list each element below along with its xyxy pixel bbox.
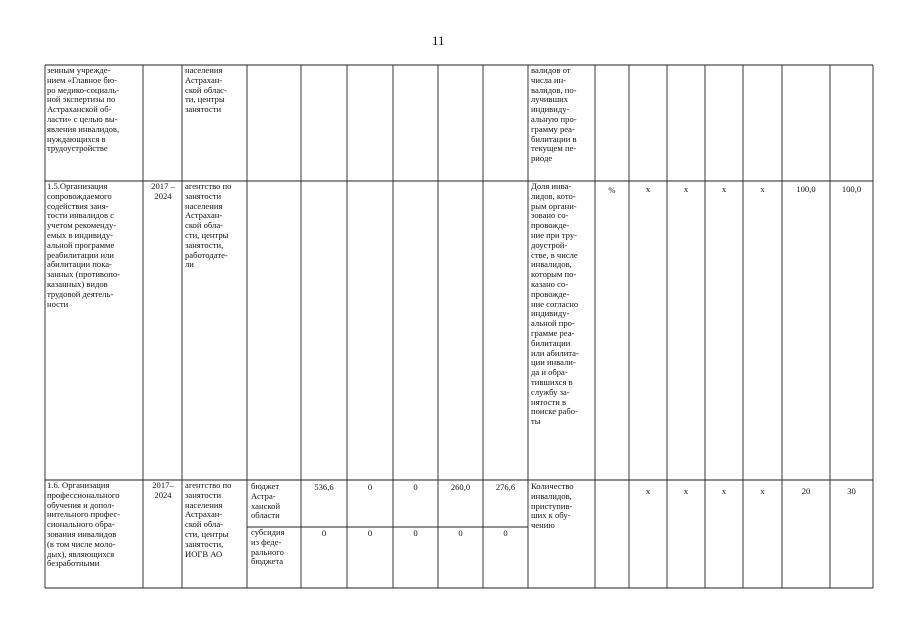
- row-1-5-period-cell: 2017 – 2024: [151, 182, 175, 201]
- row-1-5-value: 100,0: [841, 184, 862, 194]
- row-1-5-value: x: [760, 184, 765, 194]
- row-1-6-value: x: [721, 486, 727, 496]
- regional-amount: 276,6: [495, 482, 516, 492]
- federal-amount: 0: [321, 528, 327, 538]
- row-1-6-value: x: [645, 486, 651, 496]
- row-1-5-unit: %: [608, 185, 616, 195]
- row-1-6-value: x: [760, 486, 765, 496]
- row-1-6-source-federal: субсидия из феде- рального бюджета: [251, 528, 285, 567]
- row-1-6-activity-cell: 1.6. Организация профессионального обучения и допол- нительного профес- сионального обра- зования инвалидов (в том числе моло- дых), являющихся безработными: [47, 481, 121, 569]
- row-1-6-executor-cell: агентство по занятости населения Астрахан- ской обла- сти, центры занятости, ИОГВ АО: [185, 481, 232, 559]
- row-1-6-indicator-cell: Количество инвалидов, приступив- ших к обу- чению: [531, 482, 574, 531]
- federal-amount: 0: [367, 528, 373, 538]
- row-1-5-value: x: [683, 184, 689, 194]
- row-1-6-source-regional: бюджет Астра- ханской области: [251, 482, 281, 521]
- cont-executor-cell: населения Астрахан- ской облас- ти, центры занятости: [185, 66, 227, 115]
- cont-indicator-cell: валидов от числа ин- валидов, по- лучивших индивиду- альную про- грамму реа- билитации в текущем пе- риоде: [531, 66, 577, 164]
- row-1-5-indicator-cell: Доля инва- лидов, кото- рым органи- зовано со- провожде- ние при тру- доустрой- стве, в числе инвалидов, которым по- казано со- провожде- ние согласно индивиду- альной про- грамме реа- билитации или абилита- ции инвали- да и обра- тившихся в службу за- нятости в поиске рабо- ты: [531, 182, 579, 427]
- row-1-5-activity-cell: 1.5.Организация сопровождаемого содействия заня- тости инвалидов с учетом рекоменду- емых в индивиду- альной программе реабилитации или абилитации пока- занных (противопо- казанных) видов трудовой деятель- ности: [47, 182, 120, 309]
- row-1-5-value: 100,0: [796, 184, 816, 194]
- row-1-6-value: 30: [847, 486, 856, 496]
- page-number: 11: [432, 33, 445, 48]
- row-1-6-period-cell: 2017– 2024: [152, 481, 174, 500]
- row-1-5-value: x: [721, 184, 727, 194]
- cont-activity-cell: зенным учрежде- нием «Главное бю- ро медико-социаль- ной экспертизы по Астраханской об- ласти» с целью вы- явления инвалидов, нуждающихся в трудоустройстве: [47, 66, 120, 154]
- regional-amount: 536,6: [314, 482, 334, 492]
- row-1-6-value: 20: [801, 486, 811, 496]
- regional-amount: 260,0: [450, 482, 471, 492]
- federal-amount: 0: [413, 528, 418, 538]
- federal-amount: 0: [458, 528, 463, 538]
- row-1-5-value: x: [645, 184, 651, 194]
- row-1-6-value: x: [683, 486, 689, 496]
- federal-amount: 0: [503, 528, 508, 538]
- regional-amount: 0: [367, 482, 373, 492]
- row-1-5-executor-cell: агентство по занятости населения Астрахан- ской обла- сти, центры занятости, работодате- ли: [185, 182, 232, 270]
- regional-amount: 0: [413, 482, 418, 492]
